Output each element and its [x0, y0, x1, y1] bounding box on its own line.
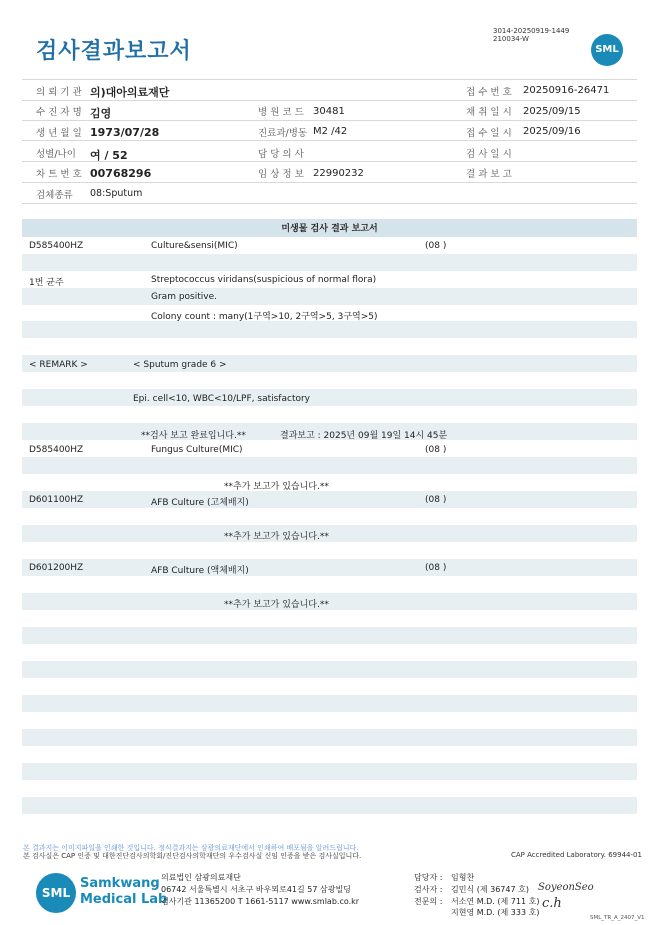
stripe [22, 797, 637, 814]
specialist-name-1: 서소연 M.D. (제 711 호) [451, 897, 540, 906]
receipt-no-label: 접 수 번 호 [466, 87, 512, 98]
form-version: SML_TR_A_2407_V1 [590, 915, 645, 921]
manager-label: 담당자 : [414, 873, 443, 882]
cap-accreditation: CAP Accredited Laboratory. 69944-01 [511, 851, 642, 859]
gram-stain: Gram positive. [151, 292, 217, 302]
collection-date-value: 2025/09/15 [523, 106, 581, 117]
divider [22, 100, 637, 101]
stripe [22, 763, 637, 780]
samkwang-logo [36, 873, 78, 913]
stripe [22, 593, 637, 610]
hospital-code-value: 30481 [313, 106, 345, 117]
organism-name: Streptococcus viridans(suspicious of normal flora) [151, 275, 377, 285]
sml-logo-text: SML [595, 44, 619, 55]
receipt-date-label: 접 수 일 시 [466, 128, 512, 139]
remark-text: < Sputum grade 6 > [133, 360, 227, 370]
test-code: D585400HZ [29, 241, 84, 251]
test-code: D585400HZ [29, 445, 84, 455]
specialist-name-2: 지현영 M.D. (제 333 호) [451, 908, 540, 917]
stripe [22, 695, 637, 712]
manager-name: 임형찬 [451, 873, 475, 882]
specimen-code: (08 ) [425, 563, 447, 573]
stripe [22, 661, 637, 678]
organization-address: 06742 서울특별시 서초구 바우뫼로41길 57 삼광빌딩 [161, 885, 351, 894]
additional-report-note: **추가 보고가 있습니다.** [224, 482, 329, 492]
stripe [22, 525, 637, 542]
test-name: Culture&sensi(MIC) [151, 241, 238, 251]
report-complete-text: **검사 보고 완료입니다.** [141, 431, 246, 441]
dept-value: M2 /42 [313, 126, 348, 137]
stripe [22, 321, 637, 338]
document-id-line2: 210034-W [493, 35, 529, 43]
chart-no-label: 차 트 번 호 [36, 169, 82, 180]
sml-logo [591, 34, 623, 66]
divider [22, 182, 637, 183]
dept-label: 진료과/병동 [258, 128, 308, 139]
test-code: D601100HZ [29, 495, 84, 505]
clinical-info-label: 임 상 정 보 [258, 169, 304, 180]
brand-name-line1: Samkwang [80, 876, 160, 891]
stripe [22, 457, 637, 474]
tester-label: 검사자 : [414, 885, 443, 894]
stripe [22, 729, 637, 746]
specimen-code: (08 ) [425, 241, 447, 251]
colony-count: Colony count : many(1구역>10, 2구역>5, 3구역>5) [151, 312, 378, 322]
stripe [22, 389, 637, 406]
signature-specialist-1: SoyeonSeo [538, 882, 594, 893]
divider [22, 203, 637, 204]
specimen-label: 검체종류 [36, 190, 73, 201]
requester-label: 의 뢰 기 관 [36, 87, 82, 98]
receipt-date-value: 2025/09/16 [523, 126, 581, 137]
organization-contact: 검사기관 11365200 T 1661-5117 www.smlab.co.kr [161, 897, 360, 906]
requester-value: 의)대아의료재단 [90, 86, 170, 99]
chart-no-value: 00768296 [90, 167, 152, 180]
report-label: 결 과 보 고 [466, 169, 512, 180]
sex-age-label: 성별/나이 [36, 149, 76, 160]
additional-report-note: **추가 보고가 있습니다.** [224, 600, 329, 610]
divider [22, 79, 637, 80]
epi-cell-text: Epi. cell<10, WBC<10/LPF, satisfactory [133, 394, 311, 404]
tester-name: 김민식 (제 36747 호) [451, 885, 529, 894]
test-name: AFB Culture (액체배지) [151, 566, 249, 576]
clinical-info-value: 22990232 [313, 168, 364, 179]
test-code: D601200HZ [29, 563, 84, 573]
stripe [22, 627, 637, 644]
additional-report-note: **추가 보고가 있습니다.** [224, 532, 329, 542]
name-value: 김영 [90, 107, 112, 120]
specimen-code: (08 ) [425, 445, 447, 455]
specimen-value: 08:Sputum [90, 188, 143, 199]
divider [22, 140, 637, 141]
divider [22, 120, 637, 121]
report-time: 결과보고 : 2025년 09월 19일 14시 45분 [280, 431, 448, 441]
stripe [22, 355, 637, 372]
brand-name-line2: Medical Lab [80, 892, 168, 907]
stripe [22, 288, 637, 305]
print-notice: 본 결과지는 이미지파일을 인쇄한 것입니다. 정식결과지는 삼광의료재단에서 인쇄하여 배포됨을 알려드립니다. [23, 844, 359, 852]
test-date-label: 검 사 일 시 [466, 149, 512, 160]
document-id-line1: 3014-20250919-1449 [493, 27, 570, 35]
results-header: 미생물 검사 결과 보고서 [281, 224, 378, 234]
strain-label: 1번 균주 [29, 278, 64, 288]
accreditation-notice: 본 검사실은 CAP 인증 및 대한진단검사의학회/진단검사의학재단의 우수검사실 신임 인증을 받은 검사실입니다. [23, 852, 362, 860]
hospital-code-label: 병 원 코 드 [258, 107, 304, 118]
organization-name: 의료법인 삼광의료재단 [161, 873, 241, 882]
name-label: 수 진 자 명 [36, 107, 82, 118]
doctor-label: 담 당 의 사 [258, 149, 304, 160]
sex-age-value: 여 / 52 [90, 149, 128, 162]
logo-text: SML [41, 886, 71, 900]
dob-label: 생 년 월 일 [36, 128, 82, 139]
stripe [22, 254, 637, 271]
dob-value: 1973/07/28 [90, 126, 160, 139]
collection-date-label: 채 취 일 시 [466, 107, 512, 118]
report-title: 검사결과보고서 [36, 39, 192, 64]
specialist-label: 전문의 : [414, 897, 443, 906]
document-id [493, 27, 569, 43]
specimen-code: (08 ) [425, 495, 447, 505]
stripe [22, 491, 637, 508]
test-name: Fungus Culture(MIC) [151, 445, 243, 455]
stripe [22, 559, 637, 576]
receipt-no-value: 20250916-26471 [523, 85, 610, 96]
remark-label: < REMARK > [29, 360, 88, 370]
signature-specialist-2: c.h [542, 896, 562, 911]
test-name: AFB Culture (고체배지) [151, 498, 249, 508]
